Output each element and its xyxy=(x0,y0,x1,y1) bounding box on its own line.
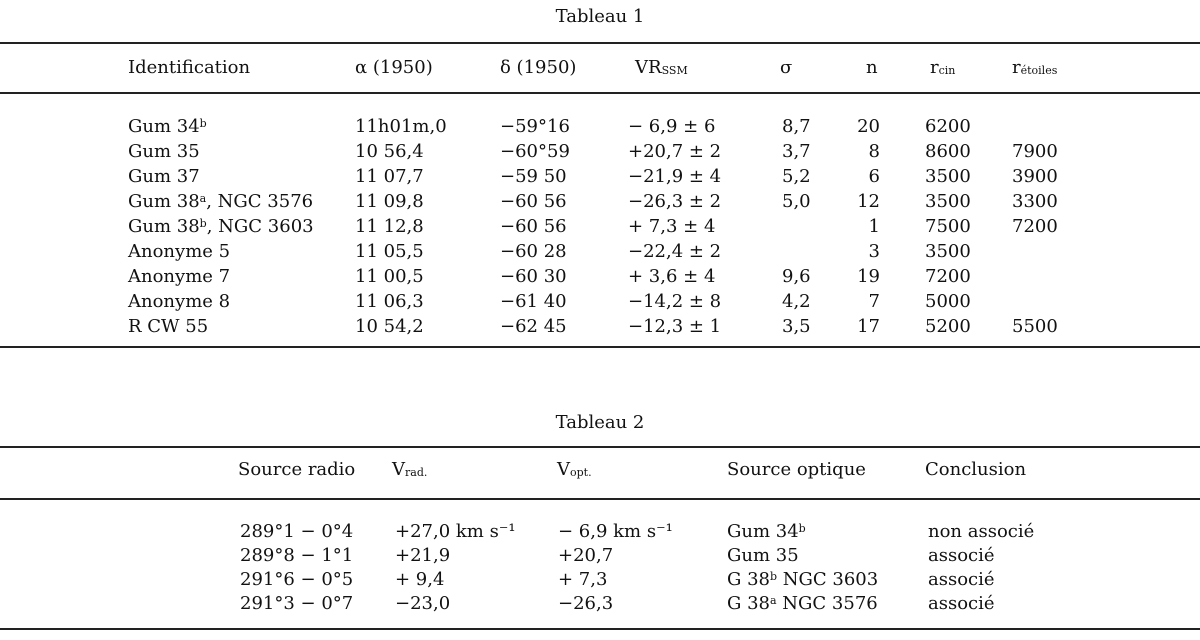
t1-header-rcin-sub: cin xyxy=(938,64,956,77)
t2-cell-source-radio: 291°3 − 0°7 xyxy=(240,593,354,614)
t1-header-alpha: α (1950) xyxy=(355,57,433,78)
t2-cell-source-optique-rest: NGC 3576 xyxy=(776,593,878,614)
t1-cell-alpha: 10 54,2 xyxy=(355,316,424,337)
t1-cell-delta: −60 28 xyxy=(500,241,567,262)
t1-cell-sigma: 4,2 xyxy=(782,291,811,312)
t1-cell-delta: −60 56 xyxy=(500,191,567,212)
t1-cell-identification-name: Anonyme 5 xyxy=(128,241,231,262)
t1-cell-sigma: 5,2 xyxy=(782,166,811,187)
t1-cell-identification-name: R CW 55 xyxy=(128,316,209,337)
t1-header-rcin-main: r xyxy=(930,57,939,78)
t1-cell-identification xyxy=(128,240,230,264)
t1-cell-sigma: 8,7 xyxy=(782,116,811,137)
t2-header-vrad xyxy=(392,458,427,482)
t1-header-vr xyxy=(635,56,688,80)
t1-cell-identification xyxy=(128,165,200,189)
t1-cell-identification-sup: b xyxy=(199,217,207,230)
t2-cell-source-radio: 289°1 − 0°4 xyxy=(240,521,354,542)
t1-cell-delta: −60 30 xyxy=(500,266,567,287)
t1-header-sigma: σ xyxy=(780,57,793,78)
t1-cell-alpha: 11 07,7 xyxy=(355,166,424,187)
t1-cell-identification-rest: , NGC 3603 xyxy=(206,216,314,237)
t2-cell-conclusion: associé xyxy=(928,593,995,614)
t1-cell-n: 6 xyxy=(868,166,880,187)
t2-cell-source-optique-name: G 38 xyxy=(727,593,771,614)
t1-cell-delta: −62 45 xyxy=(500,316,567,337)
t1-cell-n: 1 xyxy=(868,216,880,237)
t1-cell-rcin: 6200 xyxy=(925,116,971,137)
t2-cell-vopt: + 7,3 xyxy=(558,569,608,590)
t1-cell-rcin: 8600 xyxy=(925,141,971,162)
t2-header-conclusion: Conclusion xyxy=(925,459,1027,480)
t2-cell-source-radio: 289°8 − 1°1 xyxy=(240,545,354,566)
t1-cell-identification xyxy=(128,215,314,239)
t1-cell-rcin: 5200 xyxy=(925,316,971,337)
t1-cell-delta: −59°16 xyxy=(500,116,570,137)
t2-cell-vopt: +20,7 xyxy=(558,545,614,566)
t2-cell-source-optique xyxy=(727,568,878,592)
t1-cell-vr: −14,2 ± 8 xyxy=(628,291,722,312)
table2-top-rule xyxy=(0,446,1200,448)
table2-header-rule xyxy=(0,498,1200,500)
t1-cell-identification-name: Gum 35 xyxy=(128,141,200,162)
table1-bottom-rule xyxy=(0,346,1200,348)
t1-cell-vr: −26,3 ± 2 xyxy=(628,191,722,212)
t2-header-vopt-main: V xyxy=(557,459,570,480)
t2-header-vopt-sub: opt. xyxy=(570,466,592,479)
t1-cell-retoiles: 7900 xyxy=(1012,141,1058,162)
t1-cell-sigma: 3,5 xyxy=(782,316,811,337)
t1-cell-alpha: 10 56,4 xyxy=(355,141,424,162)
t1-header-vr-sub: SSM xyxy=(661,64,688,77)
t1-cell-identification xyxy=(128,265,230,289)
t1-cell-retoiles: 3300 xyxy=(1012,191,1058,212)
t2-cell-source-optique-name: Gum 34 xyxy=(727,521,799,542)
t1-header-retoiles-sub: étoiles xyxy=(1020,64,1058,77)
t1-cell-delta: −61 40 xyxy=(500,291,567,312)
t2-cell-conclusion: associé xyxy=(928,545,995,566)
t1-cell-identification-name: Anonyme 7 xyxy=(128,266,231,287)
t2-cell-conclusion: non associé xyxy=(928,521,1035,542)
t1-cell-identification-sup: a xyxy=(199,192,207,205)
t1-cell-vr: −12,3 ± 1 xyxy=(628,316,722,337)
table1-top-rule xyxy=(0,42,1200,44)
t2-cell-source-optique-rest: NGC 3603 xyxy=(777,569,879,590)
t2-cell-vrad: +21,9 xyxy=(395,545,451,566)
t2-cell-source-optique-sup: b xyxy=(770,570,778,583)
t1-cell-identification-name: Gum 37 xyxy=(128,166,200,187)
t1-cell-identification xyxy=(128,140,200,164)
table2-caption: Tableau 2 xyxy=(555,412,645,433)
t2-cell-source-optique-name: G 38 xyxy=(727,569,771,590)
t1-cell-sigma: 3,7 xyxy=(782,141,811,162)
t1-cell-identification-name: Gum 34 xyxy=(128,116,200,137)
t1-header-identification: Identification xyxy=(128,57,251,78)
t1-cell-delta: −60 56 xyxy=(500,216,567,237)
t2-header-source-optique: Source optique xyxy=(727,459,866,480)
t1-header-retoiles-main: r xyxy=(1012,57,1021,78)
t1-cell-rcin: 3500 xyxy=(925,241,971,262)
t1-cell-identification-name: Anonyme 8 xyxy=(128,291,231,312)
t1-cell-delta: −59 50 xyxy=(500,166,567,187)
t1-cell-n: 17 xyxy=(857,316,880,337)
t2-cell-source-optique-sup: a xyxy=(770,594,777,607)
t2-header-source-radio: Source radio xyxy=(238,459,356,480)
t1-cell-vr: − 6,9 ± 6 xyxy=(628,116,716,137)
t1-cell-sigma: 5,0 xyxy=(782,191,811,212)
t2-cell-conclusion: associé xyxy=(928,569,995,590)
t2-cell-source-optique-sup: b xyxy=(798,522,806,535)
t1-cell-identification-rest: , NGC 3576 xyxy=(206,191,314,212)
t1-header-rcin xyxy=(930,56,955,80)
t1-cell-delta: −60°59 xyxy=(500,141,570,162)
t1-cell-n: 3 xyxy=(868,241,880,262)
t1-cell-rcin: 7200 xyxy=(925,266,971,287)
t2-cell-vopt: −26,3 xyxy=(558,593,614,614)
t1-cell-n: 19 xyxy=(857,266,880,287)
t2-cell-vrad: + 9,4 xyxy=(395,569,445,590)
t1-cell-identification-name: Gum 38 xyxy=(128,216,200,237)
t1-cell-alpha: 11 12,8 xyxy=(355,216,424,237)
t1-cell-identification-sup: b xyxy=(199,117,207,130)
t1-header-delta: δ (1950) xyxy=(500,57,577,78)
t1-cell-identification xyxy=(128,290,230,314)
t2-cell-vopt: − 6,9 km s⁻¹ xyxy=(558,521,673,542)
t1-cell-alpha: 11 05,5 xyxy=(355,241,424,262)
t2-cell-source-optique xyxy=(727,544,799,568)
t2-header-vrad-sub: rad. xyxy=(405,466,428,479)
t1-cell-identification xyxy=(128,315,208,339)
t1-cell-vr: −22,4 ± 2 xyxy=(628,241,722,262)
t2-cell-source-optique xyxy=(727,520,806,544)
t1-cell-vr: + 3,6 ± 4 xyxy=(628,266,716,287)
t1-cell-rcin: 7500 xyxy=(925,216,971,237)
t1-cell-n: 7 xyxy=(868,291,880,312)
t1-cell-retoiles: 3900 xyxy=(1012,166,1058,187)
t2-header-vopt xyxy=(557,458,592,482)
t1-cell-retoiles: 5500 xyxy=(1012,316,1058,337)
table1-caption: Tableau 1 xyxy=(555,6,645,27)
t1-cell-alpha: 11h01m,0 xyxy=(355,116,447,137)
t1-cell-rcin: 5000 xyxy=(925,291,971,312)
t1-cell-rcin: 3500 xyxy=(925,191,971,212)
t1-cell-alpha: 11 09,8 xyxy=(355,191,424,212)
table2-bottom-rule xyxy=(0,628,1200,630)
t2-cell-source-radio: 291°6 − 0°5 xyxy=(240,569,354,590)
t1-cell-alpha: 11 00,5 xyxy=(355,266,424,287)
t1-cell-rcin: 3500 xyxy=(925,166,971,187)
table1-header-rule xyxy=(0,92,1200,94)
t2-header-vrad-main: V xyxy=(392,459,405,480)
t1-cell-retoiles: 7200 xyxy=(1012,216,1058,237)
t1-header-vr-main: VR xyxy=(635,57,662,78)
t2-cell-vrad: −23,0 xyxy=(395,593,451,614)
t2-cell-source-optique-name: Gum 35 xyxy=(727,545,799,566)
t1-cell-n: 20 xyxy=(857,116,880,137)
t1-cell-vr: +20,7 ± 2 xyxy=(628,141,722,162)
t1-cell-vr: −21,9 ± 4 xyxy=(628,166,722,187)
t1-cell-sigma: 9,6 xyxy=(782,266,811,287)
t1-cell-n: 12 xyxy=(857,191,880,212)
t2-cell-vrad: +27,0 km s⁻¹ xyxy=(395,521,516,542)
t2-cell-source-optique xyxy=(727,592,878,616)
t1-header-retoiles xyxy=(1012,56,1057,80)
t1-cell-identification xyxy=(128,190,313,214)
t1-cell-vr: + 7,3 ± 4 xyxy=(628,216,716,237)
t1-cell-identification xyxy=(128,115,207,139)
t1-cell-n: 8 xyxy=(868,141,880,162)
t1-header-n: n xyxy=(866,57,878,78)
t1-cell-alpha: 11 06,3 xyxy=(355,291,424,312)
t1-cell-identification-name: Gum 38 xyxy=(128,191,200,212)
